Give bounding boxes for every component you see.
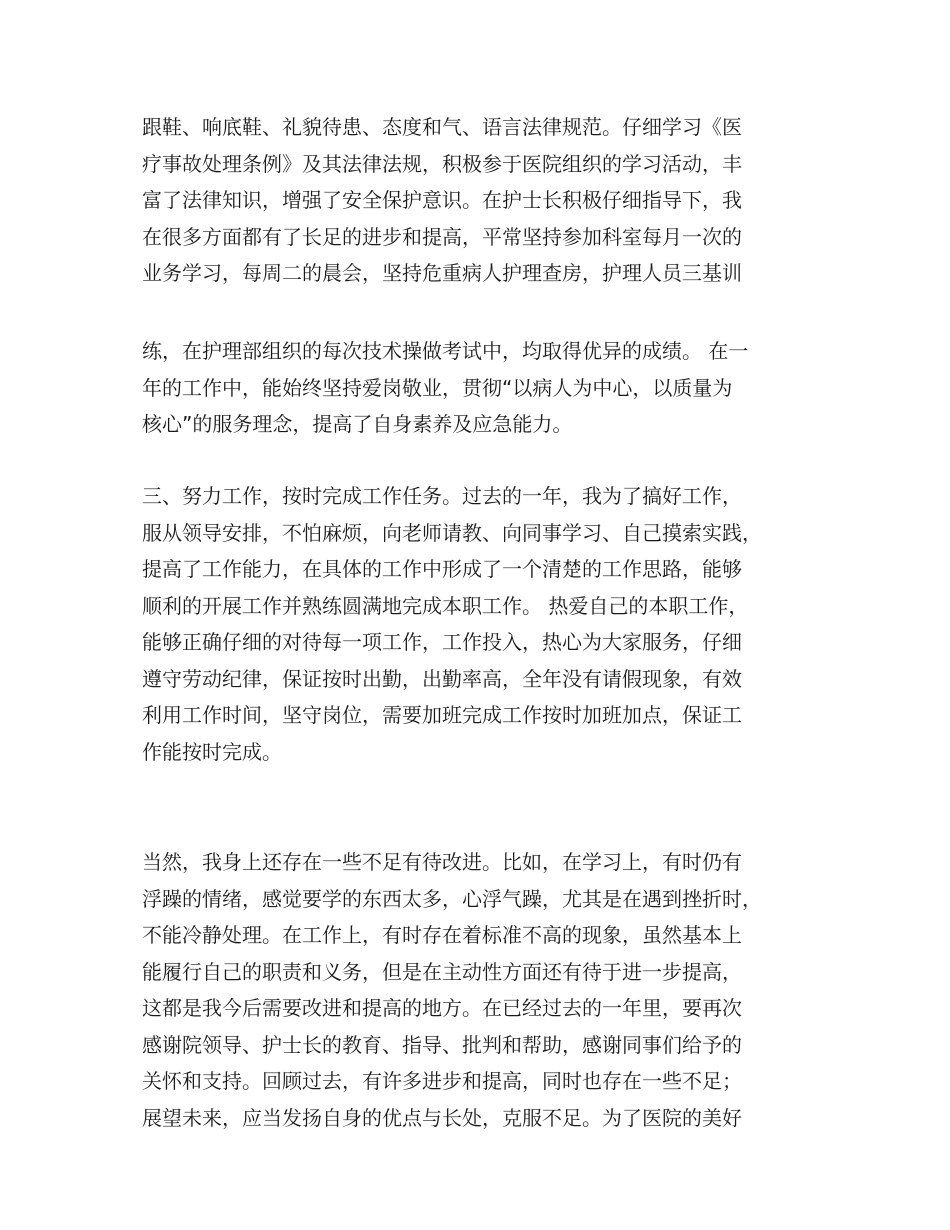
paragraph-4 — [142, 844, 822, 1136]
text-line: 作能按时完成。 — [142, 739, 282, 764]
text-line: 练，在护理部组织的每次技术操做考试中，均取得优异的成绩。 在一 — [142, 339, 749, 363]
text-line: 业务学习，每周二的晨会，坚持危重病人护理查房，护理人员三基训 — [142, 261, 742, 285]
text-line: 关怀和支持。回顾过去，有许多进步和提高，同时也存在一些不足； — [142, 1069, 742, 1093]
text-line: 服从领导安排，不怕麻烦，向老师请教、向同事学习、自己摸索实践， — [142, 520, 762, 545]
text-line: 浮躁的情绪，感觉要学的东西太多，心浮气躁，尤其是在遇到挫折时， — [142, 886, 762, 911]
text-line: 感谢院领导、护士长的教育、指导、批判和帮助，感谢同事们给予的 — [142, 1032, 742, 1057]
text-line: 遵守劳动纪律，保证按时出勤，出勤率高，全年没有请假现象，有效 — [142, 666, 742, 691]
text-line: 跟鞋、响底鞋、礼貌待患、态度和气、语言法律规范。仔细学习《医 — [142, 115, 742, 139]
text-line: 提高了工作能力，在具体的工作中形成了一个清楚的工作思路，能够 — [142, 557, 742, 581]
text-line: 利用工作时间，坚守岗位，需要加班完成工作按时加班加点，保证工 — [142, 703, 742, 727]
paragraph-3 — [142, 478, 822, 770]
text-line: 年的工作中，能始终坚持爱岗敬业，贯彻“以病人为中心，以质量为 — [142, 375, 733, 400]
text-line: 不能冷静处理。在工作上，有时存在着标准不高的现象，虽然基本上 — [142, 923, 742, 947]
text-line: 富了法律知识，增强了安全保护意识。在护士长积极仔细指导下，我 — [142, 188, 742, 212]
text-line: 能履行自己的职责和义务，但是在主动性方面还有待于进一步提高， — [142, 959, 742, 984]
paragraph-1 — [142, 109, 822, 292]
text-line: 疗事故处理条例》及其法律法规，积极参于医院组织的学习活动，丰 — [142, 151, 742, 176]
text-line: 能够正确仔细的对待每一项工作，工作投入，热心为大家服务，仔细 — [142, 630, 742, 654]
text-line: 三、努力工作，按时完成工作任务。过去的一年，我为了搞好工作， — [142, 484, 742, 508]
text-line: 在很多方面都有了长足的进步和提高，平常坚持参加科室每月一次的 — [142, 224, 742, 249]
text-line: 当然，我身上还存在一些不足有待改进。比如，在学习上，有时仍有 — [142, 850, 742, 874]
text-line: 核心”的服务理念，提高了自身素养及应急能力。 — [142, 412, 573, 436]
text-line: 这都是我今后需要改进和提高的地方。在已经过去的一年里，要再次 — [142, 996, 742, 1020]
paragraph-2 — [142, 333, 822, 443]
text-line: 顺利的开展工作并熟练圆满地完成本职工作。 热爱自己的本职工作， — [142, 593, 749, 618]
text-line: 展望未来，应当发扬自身的优点与长处，克服不足。为了医院的美好 — [142, 1105, 742, 1130]
